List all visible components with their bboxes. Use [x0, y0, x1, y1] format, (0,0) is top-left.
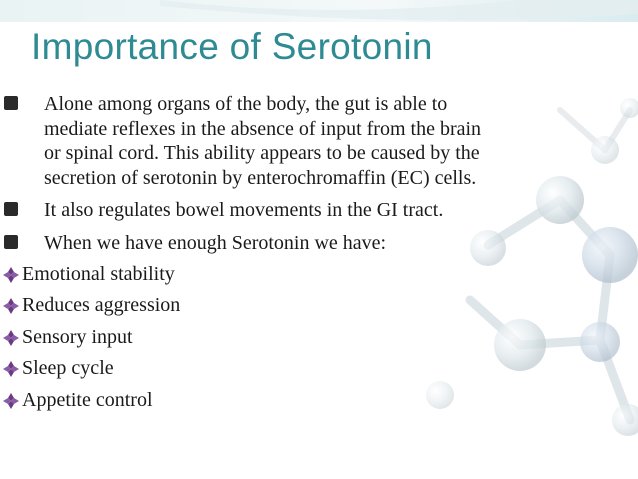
sub-item-text: Emotional stability [22, 262, 175, 285]
bullet-item [0, 92, 620, 190]
diamond-bullet-icon [2, 392, 20, 410]
sub-item-text: Sleep cycle [22, 357, 114, 380]
diamond-bullet-icon [2, 360, 20, 378]
square-bullet-icon [4, 235, 18, 249]
sub-list-item [0, 356, 620, 388]
sub-item-text: Appetite control [22, 388, 153, 411]
square-bullet-icon [4, 96, 18, 110]
sub-list-item [0, 388, 620, 420]
sub-list-item [0, 293, 620, 325]
bullet-text: When we have enough Serotonin we have: [44, 231, 387, 254]
sub-list-item [0, 325, 620, 357]
bullet-text: It also regulates bowel movements in the GI tract. [44, 199, 444, 222]
bullet-item [0, 231, 620, 256]
square-bullet-icon [4, 202, 18, 216]
diamond-bullet-icon [2, 329, 20, 347]
slide-title: Importance of Serotonin [31, 26, 433, 67]
diamond-bullet-icon [2, 266, 20, 284]
diamond-bullet-icon [2, 297, 20, 315]
sub-item-text: Reduces aggression [22, 294, 181, 317]
bullet-item [0, 198, 620, 223]
slide-content [0, 92, 620, 419]
bullet-text: Alone among organs of the body, the gut is able to mediate reflexes in the absence of input from the brain or spinal cord. This ability appears to be caused by the secretion of serotonin by enterochromaffin (EC) cells. [44, 93, 482, 189]
sub-item-text: Sensory input [22, 325, 133, 348]
sub-list-item [0, 262, 620, 294]
